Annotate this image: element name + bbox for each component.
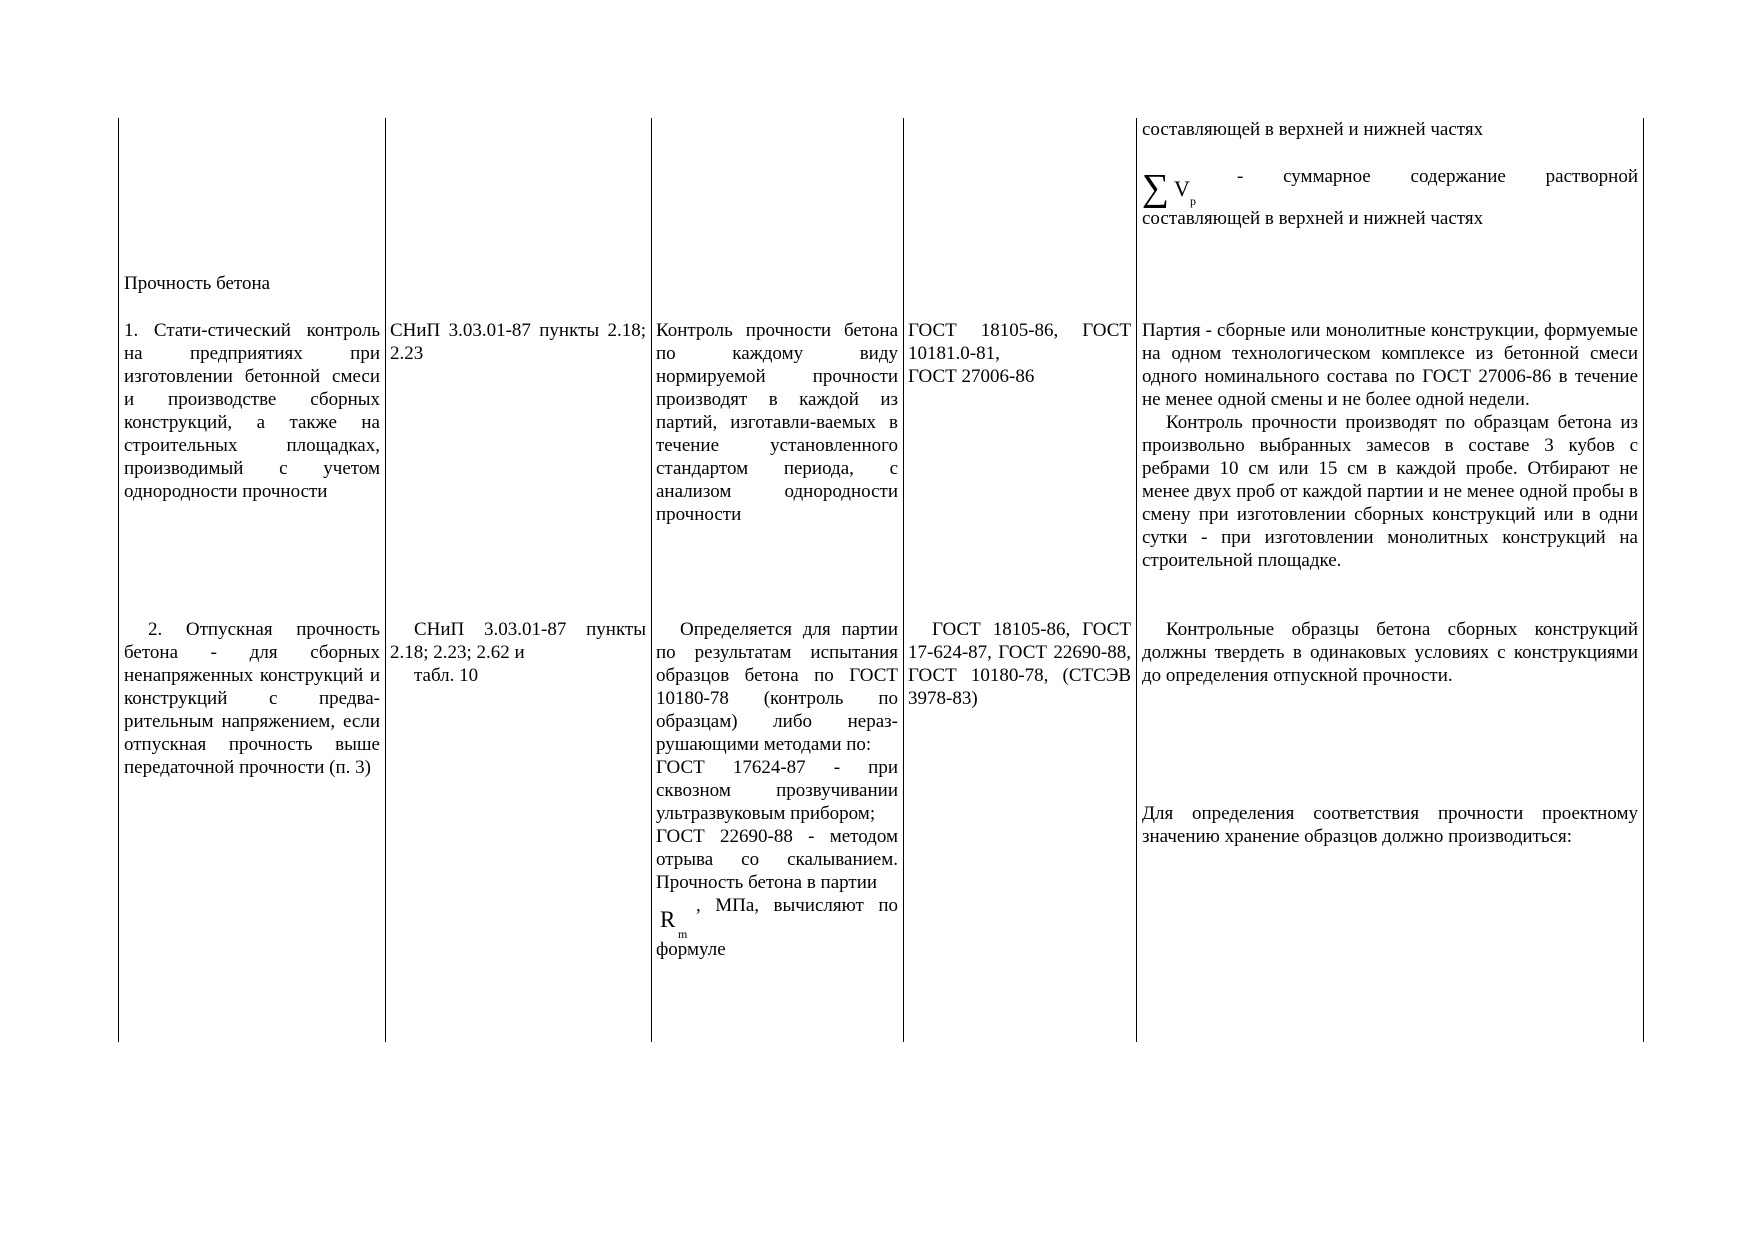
row2-standards: ГОСТ 18105-86, ГОСТ 17-624-87, ГОСТ 22690-88, ГОСТ 10180-78, (СТСЭВ 3978-83) bbox=[908, 619, 1131, 709]
column-divider-1 bbox=[385, 118, 386, 1042]
continuation-text: составляющей в верхней и нижней частях bbox=[1142, 119, 1484, 140]
strength-subscript-m: m bbox=[678, 927, 688, 941]
column-divider-3 bbox=[903, 118, 904, 1042]
row2-notes: Контрольные образцы бетона сборных конструкций должны твердеть в одинаковых условиях с конструкциями до определения отпускной прочности. bbox=[1142, 619, 1638, 686]
strength-unit-text: , МПа, вычисляют по bbox=[696, 895, 898, 916]
sum-formula-line bbox=[1142, 165, 1638, 207]
sum-symbol: ∑ bbox=[1142, 167, 1170, 209]
row2-control-method: Определяется для партии по результатам испытания образцов бетона по ГОСТ 10180-78 (контроль по образцам) либо нераз-рушающими методами по: ГОСТ 17624-87 - при сквозном прозвучивании ультразвуковым прибором; ГОСТ 22690-88 - методом отрыва со скалыванием. Прочность бетона в партии R m , МПа, вычисляют по формуле bbox=[656, 619, 898, 960]
row1-notes: Партия - сборные или монолитные конструкции, формуемые на одном технологическом комплексе из бетонной смеси одного номинального состава по ГОСТ 27006-86 в течение не менее одной смены и не более одной недели. Контроль прочности производят по образцам бетона из произвольно выбранных замесов в составе 3 кубов с ребрами 10 см или 15 см в каждой пробе. Отбирают не менее двух проб от каждой партии и не менее одной пробы в смену при изготовлении сборных конструкций или в одни сутки - при изготовлении монолитных конструкций на строительной площадке. bbox=[1142, 320, 1638, 571]
row1-control-method: Контроль прочности бетона по каждому виду нормируемой прочности производят в каждой из партий, изготавли-ваемых в течение установленного стандартом периода, с анализом однородности прочности bbox=[656, 320, 898, 525]
sum-variable: V bbox=[1174, 176, 1190, 201]
table-border-left bbox=[118, 118, 119, 1042]
strength-formula-line bbox=[656, 894, 898, 941]
row1-parameter: 1. Стати-стический контроль на предприятиях при изготовлении бетонной смеси и производстве сборных конструкций, а также на строительных площадках, производимый с учетом однородности прочности bbox=[124, 320, 380, 502]
row2-notes-storage: Для определения соответствия прочности проектному значению хранение образцов должно производиться: bbox=[1142, 803, 1638, 847]
sum-description: - суммарное содержание растворной bbox=[1237, 166, 1638, 187]
top-continuation-cell bbox=[1142, 118, 1638, 230]
table-border-right bbox=[1643, 118, 1644, 1042]
row1-standards: ГОСТ 18105-86, ГОСТ 10181.0-81, ГОСТ 27006-86 bbox=[908, 320, 1131, 387]
sum-subscript: р bbox=[1190, 194, 1196, 208]
strength-symbol-r: R bbox=[660, 907, 676, 932]
column-divider-2 bbox=[651, 118, 652, 1042]
column-divider-4 bbox=[1136, 118, 1137, 1042]
row2-normative-doc: СНиП 3.03.01-87 пункты 2.18; 2.23; 2.62 и табл. 10 bbox=[390, 619, 646, 686]
row1-normative-doc: СНиП 3.03.01-87 пункты 2.18; 2.23 bbox=[390, 320, 646, 364]
row2-parameter: 2. Отпускная прочность бетона - для сборных ненапряженных конструкций и конструкций с предва-рительным напряжением, если отпускная прочность выше передаточной прочности (п. 3) bbox=[124, 619, 380, 778]
section-heading: Прочность бетона bbox=[124, 273, 271, 294]
continuation-text-2: составляющей в верхней и нижней частях bbox=[1142, 208, 1484, 229]
